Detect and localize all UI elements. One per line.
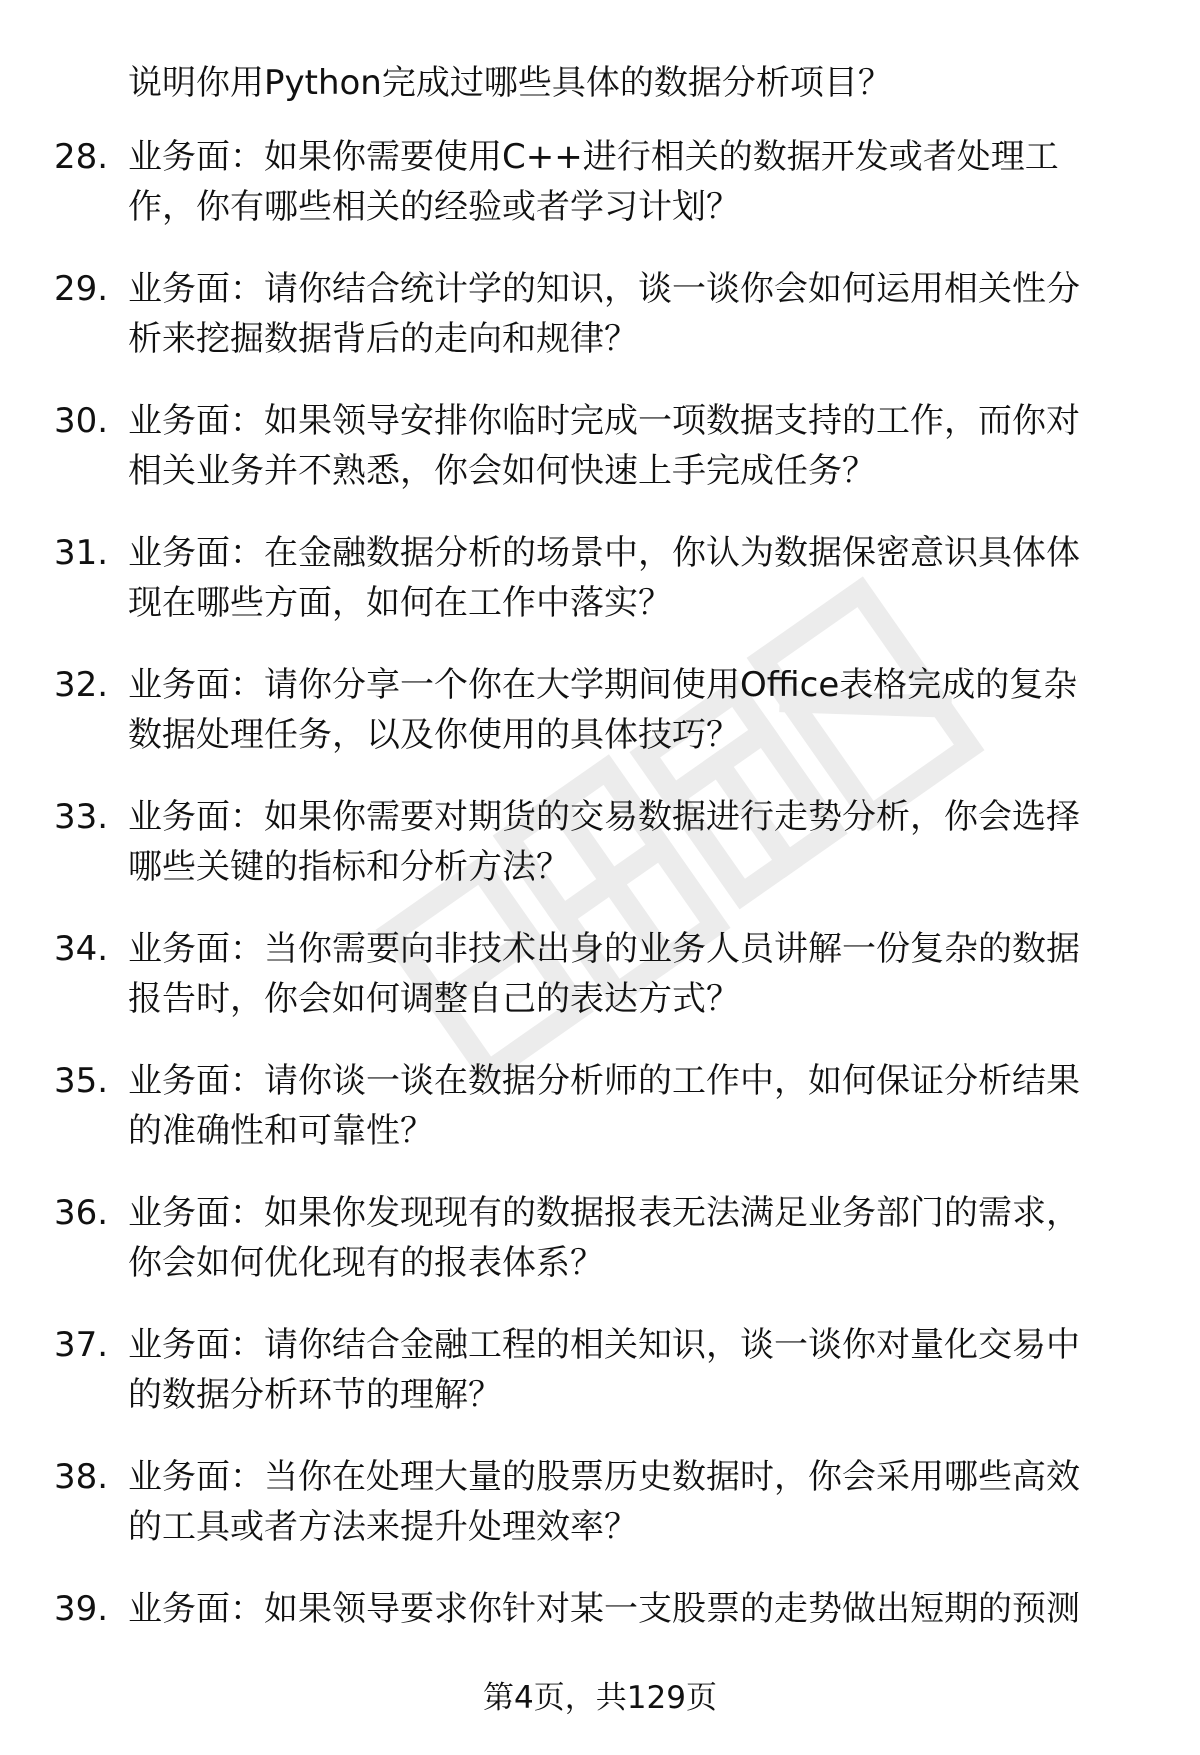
question-number: 36.: [54, 1193, 109, 1233]
question-text: [128, 396, 1148, 496]
question-text-line: 业务面：请你结合金融工程的相关知识，谈一谈你对量化交易中: [128, 1325, 1080, 1365]
question-text-line: 业务面：当你在处理大量的股票历史数据时，你会采用哪些高效: [128, 1457, 1080, 1497]
question-number: 37.: [54, 1325, 109, 1365]
question-item: [0, 660, 1200, 792]
question-text-line: 业务面：如果你需要使用C++进行相关的数据开发或者处理工: [128, 137, 1059, 177]
question-item: [0, 396, 1200, 528]
question-item: [0, 1452, 1200, 1584]
question-item: [0, 528, 1200, 660]
question-text-line: 业务面：当你需要向非技术出身的业务人员讲解一份复杂的数据: [128, 929, 1080, 969]
question-text-line: 业务面：请你分享一个你在大学期间使用Office表格完成的复杂: [128, 665, 1078, 705]
page-footer: 第4页，共129页: [483, 1680, 717, 1716]
question-text-line: 业务面：如果你发现现有的数据报表无法满足业务部门的需求，: [128, 1193, 1080, 1233]
question-item: [0, 264, 1200, 396]
question-text-line: 业务面：请你谈一谈在数据分析师的工作中，如何保证分析结果: [128, 1061, 1080, 1101]
question-text-line: 数据处理任务，以及你使用的具体技巧？: [128, 715, 740, 755]
question-item: [0, 1320, 1200, 1452]
question-item: [0, 924, 1200, 1056]
question-text: [128, 1188, 1148, 1288]
question-text-line: 业务面：请你结合统计学的知识，谈一谈你会如何运用相关性分: [128, 269, 1080, 309]
question-text-line: 报告时，你会如何调整自己的表达方式？: [128, 979, 740, 1019]
question-text-line: 业务面：如果领导安排你临时完成一项数据支持的工作，而你对: [128, 401, 1080, 441]
question-text: [128, 660, 1148, 760]
question-item: [0, 1056, 1200, 1188]
question-text: [128, 1452, 1148, 1552]
question-text-line: 的数据分析环节的理解？: [128, 1375, 502, 1415]
question-number: 38.: [54, 1457, 109, 1497]
question-text-line: 业务面：在金融数据分析的场景中，你认为数据保密意识具体体: [128, 533, 1080, 573]
question-text: [128, 132, 1148, 232]
question-number: 34.: [54, 929, 109, 969]
question-text: [128, 924, 1148, 1024]
continued-question-text: 说明你用Python完成过哪些具体的数据分析项目？: [128, 63, 892, 103]
question-text-line: 你会如何优化现有的报表体系？: [128, 1243, 604, 1283]
question-number: 32.: [54, 665, 109, 705]
question-text-line: 析来挖掘数据背后的走向和规律？: [128, 319, 638, 359]
question-text-line: 作，你有哪些相关的经验或者学习计划？: [128, 187, 740, 227]
question-number: 29.: [54, 269, 109, 309]
question-item: [0, 132, 1200, 264]
question-text: [128, 1056, 1148, 1156]
question-number: 35.: [54, 1061, 109, 1101]
question-number: 39.: [54, 1589, 109, 1629]
question-text-line: 现在哪些方面，如何在工作中落实？: [128, 583, 672, 623]
question-text-line: 业务面：如果你需要对期货的交易数据进行走势分析，你会选择: [128, 797, 1080, 837]
question-item: [0, 1188, 1200, 1320]
question-number: 31.: [54, 533, 109, 573]
question-number: 30.: [54, 401, 109, 441]
question-number: 28.: [54, 137, 109, 177]
question-text-line: 的准确性和可靠性？: [128, 1111, 434, 1151]
question-text-line: 相关业务并不熟悉，你会如何快速上手完成任务？: [128, 451, 876, 491]
question-text: [128, 264, 1148, 364]
question-text-line: 的工具或者方法来提升处理效率？: [128, 1507, 638, 1547]
question-text: [128, 1584, 1148, 1634]
question-text-line: 业务面：如果领导要求你针对某一支股票的走势做出短期的预测: [128, 1589, 1080, 1629]
question-item: [0, 792, 1200, 924]
question-text: [128, 792, 1148, 892]
question-list: [0, 132, 1200, 1716]
question-text: [128, 1320, 1148, 1420]
question-text: [128, 528, 1148, 628]
question-text-line: 哪些关键的指标和分析方法？: [128, 847, 570, 887]
question-number: 33.: [54, 797, 109, 837]
